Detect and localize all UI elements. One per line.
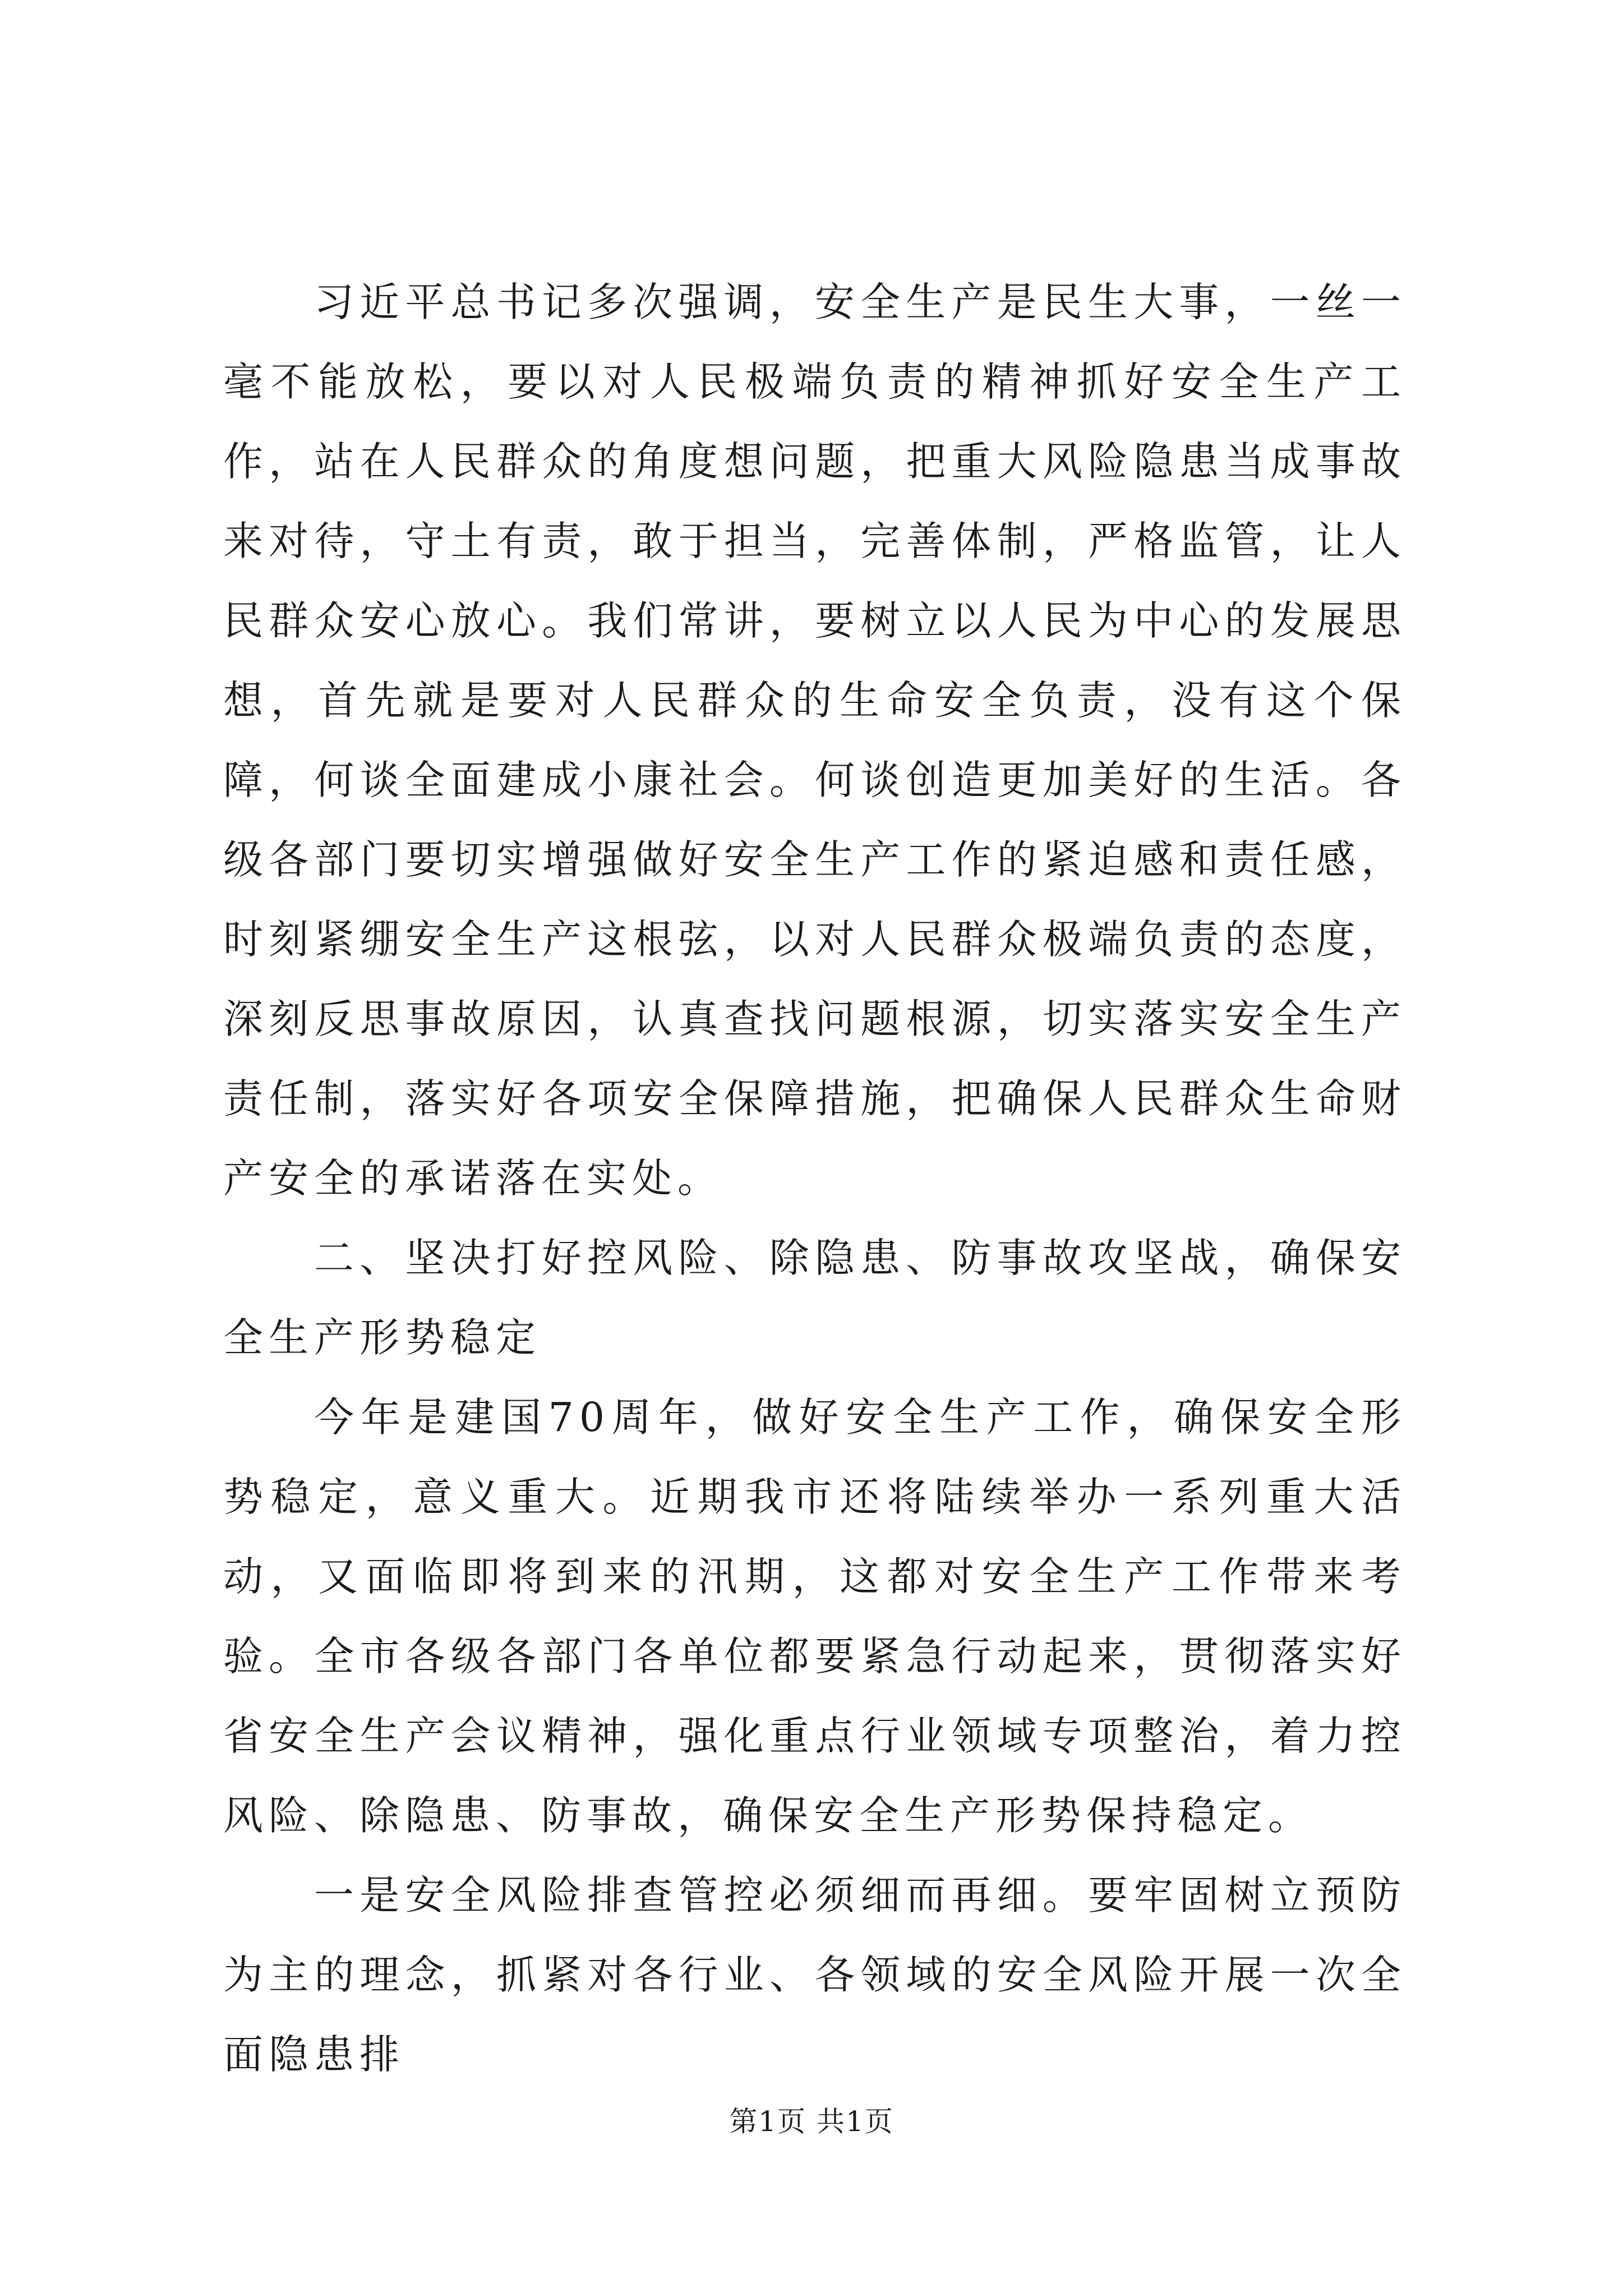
paragraph-safety-importance: 习近平总书记多次强调，安全生产是民生大事，一丝一毫不能放松，要以对人民极端负责的精神抓好安全生产工作，站在人民群众的角度想问题，把重大风险隐患当成事故来对待，守土有责，敢于担当，完善体制，严格监管，让人民群众安心放心。我们常讲，要树立以人民为中心的发展思想，首先就是要对人民群众的生命安全负责，没有这个保障，何谈全面建成小康社会。何谈创造更加美好的生活。各级各部门要切实增强做好安全生产工作的紧迫感和责任感，时刻紧绷安全生产这根弦，以对人民群众极端负责的态度，深刻反思事故原因，认真查找问题根源，切实落实安全生产责任制，落实好各项安全保障措施，把确保人民群众生命财产安全的承诺落在实处。 [223, 279, 1407, 1202]
section-heading-two: 二、坚决打好控风险、除隐患、防事故攻坚战，确保安全生产形势稳定 [223, 1235, 1407, 1361]
paragraph-risk-inspection: 一是安全风险排查管控必须细而再细。要牢固树立预防为主的理念，抓紧对各行业、各领域的安全风险开展一次全面隐患排 [223, 1872, 1407, 2078]
document-body [223, 263, 1407, 2095]
paragraph-anniversary: 今年是建国70周年，做好安全生产工作，确保安全形势稳定，意义重大。近期我市还将陆续举办一系列重大活动，又面临即将到来的汛期，这都对安全生产工作带来考验。全市各级各部门各单位都要紧急行动起来，贯彻落实好省安全生产会议精神，强化重点行业领域专项整治，着力控风险、除隐患、防事故，确保安全生产形势保持稳定。 [223, 1394, 1407, 1839]
page-footer: 第1页 共1页 [729, 2105, 894, 2138]
